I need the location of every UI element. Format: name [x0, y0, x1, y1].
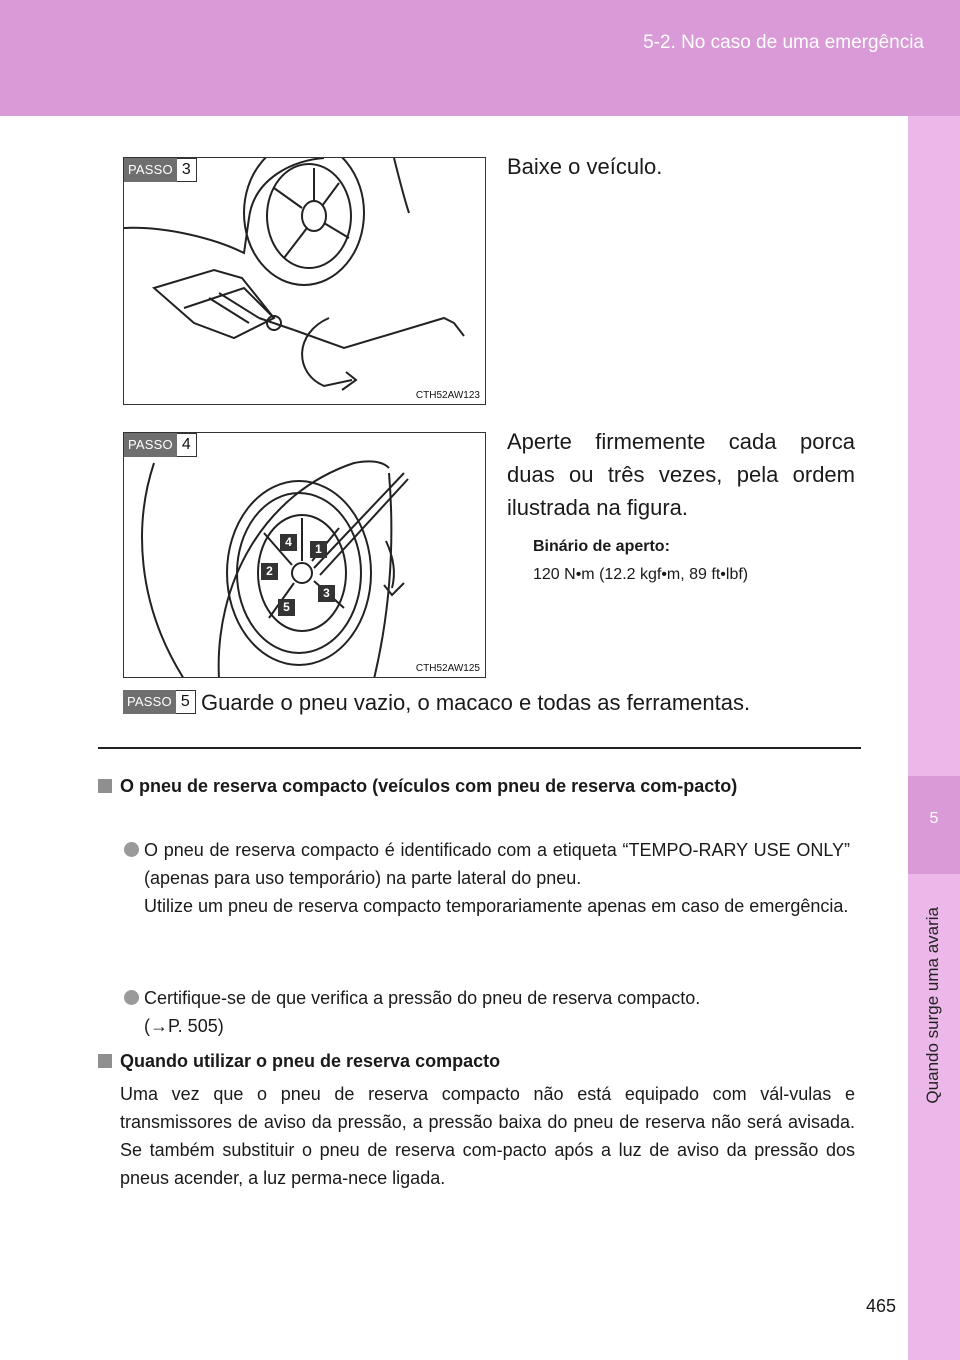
step5-text: Guarde o pneu vazio, o macaco e todas as ferramentas.	[201, 690, 751, 715]
section-divider	[98, 747, 861, 749]
nut-order-marker: 3	[318, 585, 335, 602]
step-badge-number: 5	[176, 690, 196, 714]
note-heading-text: Quando utilizar o pneu de reserva compacto	[120, 1051, 501, 1071]
nut-order-marker: 1	[310, 541, 327, 558]
step-badge-label: PASSO	[124, 158, 177, 182]
note-heading-compact-spare	[120, 772, 860, 800]
step-badge-number: 4	[177, 433, 197, 457]
round-bullet-icon	[124, 842, 139, 857]
step5-badge	[123, 690, 196, 714]
step3-text: Baixe o veículo.	[507, 154, 663, 179]
nut-order-marker: 4	[280, 534, 297, 551]
torque-value: 120 N•m (12.2 kgf•m, 89 ft•lbf)	[533, 566, 749, 583]
bullet-text: O pneu de reserva compacto é identificado com a etiqueta “TEMPO-RARY USE ONLY” (apenas para uso temporário) na parte lateral do pneu.	[144, 840, 850, 888]
note-bullet-1	[144, 836, 850, 920]
step-badge-label: PASSO	[124, 433, 177, 457]
step4-badge	[124, 433, 197, 457]
tighten-nuts-illustration	[124, 433, 486, 678]
chapter-title	[909, 880, 957, 1130]
note-body-when-using: Uma vez que o pneu de reserva compacto não está equipado com vál-vulas e transmissores de aviso da pressão, a pressão baixa do pneu de reserva não será avisada. Se também substituir o pneu de reserva com-pacto após a luz de aviso da pressão dos pneus acender, a luz perma-nece ligada.	[120, 1084, 855, 1188]
note-heading-when-using	[120, 1047, 860, 1075]
lower-vehicle-illustration	[124, 158, 486, 405]
figure-code: CTH52AW125	[415, 663, 480, 674]
chapter-number: 5	[929, 810, 939, 827]
step3-badge	[124, 158, 197, 182]
note-bullet-2	[144, 984, 850, 1040]
page-header	[0, 0, 960, 116]
step-badge-number: 3	[177, 158, 197, 182]
figure-tighten-nuts	[123, 432, 486, 678]
bullet-text: Certifique-se de que verifica a pressão do pneu de reserva compacto.	[144, 988, 701, 1008]
square-bullet-icon	[98, 779, 112, 793]
round-bullet-icon	[124, 990, 139, 1005]
page-number: 465	[865, 1296, 896, 1316]
figure-code: CTH52AW123	[415, 390, 480, 401]
square-bullet-icon	[98, 1054, 112, 1068]
bullet-text-continued: Utilize um pneu de reserva compacto temporariamente apenas em caso de emergência.	[144, 896, 849, 916]
figure-lower-vehicle	[123, 157, 486, 405]
nut-order-marker: 5	[278, 599, 295, 616]
nut-order-marker: 2	[261, 563, 278, 580]
step4-text: Aperte firmemente cada porca duas ou três vezes, pela ordem ilustrada na figura.	[507, 429, 855, 520]
step-badge-label: PASSO	[123, 690, 176, 714]
chapter-title-text: Quando surge uma avaria	[923, 906, 942, 1104]
page-reference-link[interactable]: (→P. 505)	[144, 1016, 224, 1036]
section-title: 5-2. No caso de uma emergência	[643, 32, 924, 53]
note-heading-text: O pneu de reserva compacto (veículos com pneu de reserva com-pacto)	[120, 776, 738, 796]
torque-title: Binário de aperto:	[533, 538, 670, 555]
chapter-side-tab	[908, 116, 960, 1360]
